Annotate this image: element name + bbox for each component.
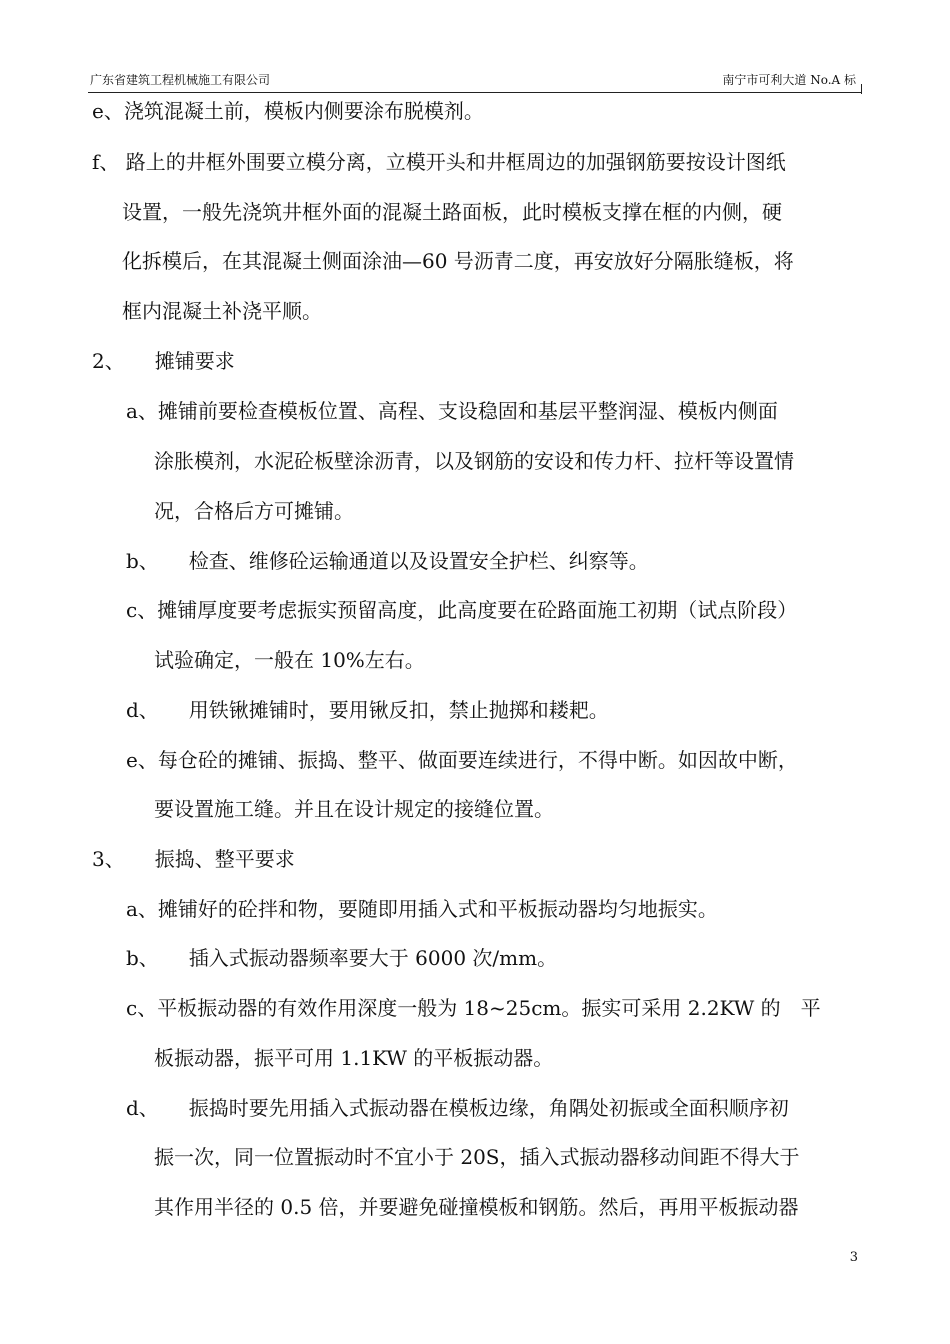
- page-number: 3: [849, 1250, 858, 1265]
- text-line: 化拆模后，在其混凝土侧面涂油—60 号沥青二度，再安放好分隔胀缝板，将: [122, 249, 794, 273]
- text-line: a、摊铺好的砼拌和物，要随即用插入式和平板振动器均匀地振实。: [126, 897, 718, 921]
- header-project: 南宁市可利大道 No.A 标: [722, 73, 856, 87]
- text-line: 振一次，同一位置振动时不宜小于 20S，插入式振动器移动间距不得大于: [154, 1145, 800, 1169]
- text-line: 设置，一般先浇筑井框外面的混凝土路面板，此时模板支撑在框的内侧，硬: [122, 200, 782, 224]
- text-line: e、每仓砼的摊铺、振捣、整平、做面要连续进行，不得中断。如因故中断，: [126, 748, 798, 772]
- header-company: 广东省建筑工程机械施工有限公司: [90, 73, 271, 87]
- section-heading: 2、 摊铺要求: [92, 349, 235, 373]
- text-line: 涂胀模剂，水泥砼板壁涂沥青，以及钢筋的安设和传力杆、拉杆等设置情: [154, 449, 794, 473]
- section-heading: 3、 振捣、整平要求: [92, 847, 295, 871]
- text-line: 板振动器，振平可用 1.1KW 的平板振动器。: [154, 1046, 554, 1070]
- text-line: c、平板振动器的有效作用深度一般为 18~25cm。振实可采用 2.2KW 的 平: [126, 996, 821, 1020]
- text-line: f、 路上的井框外围要立模分离，立模开头和井框周边的加强钢筋要按设计图纸: [92, 150, 786, 174]
- text-line: 其作用半径的 0.5 倍，并要避免碰撞模板和钢筋。然后，再用平板振动器: [154, 1195, 799, 1219]
- text-line: 框内混凝土补浇平顺。: [122, 299, 322, 323]
- text-line: 试验确定，一般在 10%左右。: [154, 648, 425, 672]
- text-line: b、 检查、维修砼运输通道以及设置安全护栏、纠察等。: [126, 549, 649, 573]
- text-line: 况，合格后方可摊铺。: [154, 499, 354, 523]
- text-line: e、浇筑混凝土前，模板内侧要涂布脱模剂。: [92, 99, 484, 123]
- text-line: d、 用铁锹摊铺时，要用锹反扣，禁止抛掷和耧耙。: [126, 698, 609, 722]
- text-line: b、 插入式振动器频率要大于 6000 次/mm。: [126, 946, 558, 970]
- page-header: [88, 70, 862, 93]
- text-line: 要设置施工缝。并且在设计规定的接缝位置。: [154, 797, 554, 821]
- header-rule-tick: [861, 84, 862, 94]
- text-line: d、 振捣时要先用插入式振动器在模板边缘，角隅处初振或全面积顺序初: [126, 1096, 789, 1120]
- text-line: a、摊铺前要检查模板位置、高程、支设稳固和基层平整润湿、模板内侧面: [126, 399, 778, 423]
- text-line: c、摊铺厚度要考虑振实预留高度，此高度要在砼路面施工初期（试点阶段）: [126, 598, 798, 622]
